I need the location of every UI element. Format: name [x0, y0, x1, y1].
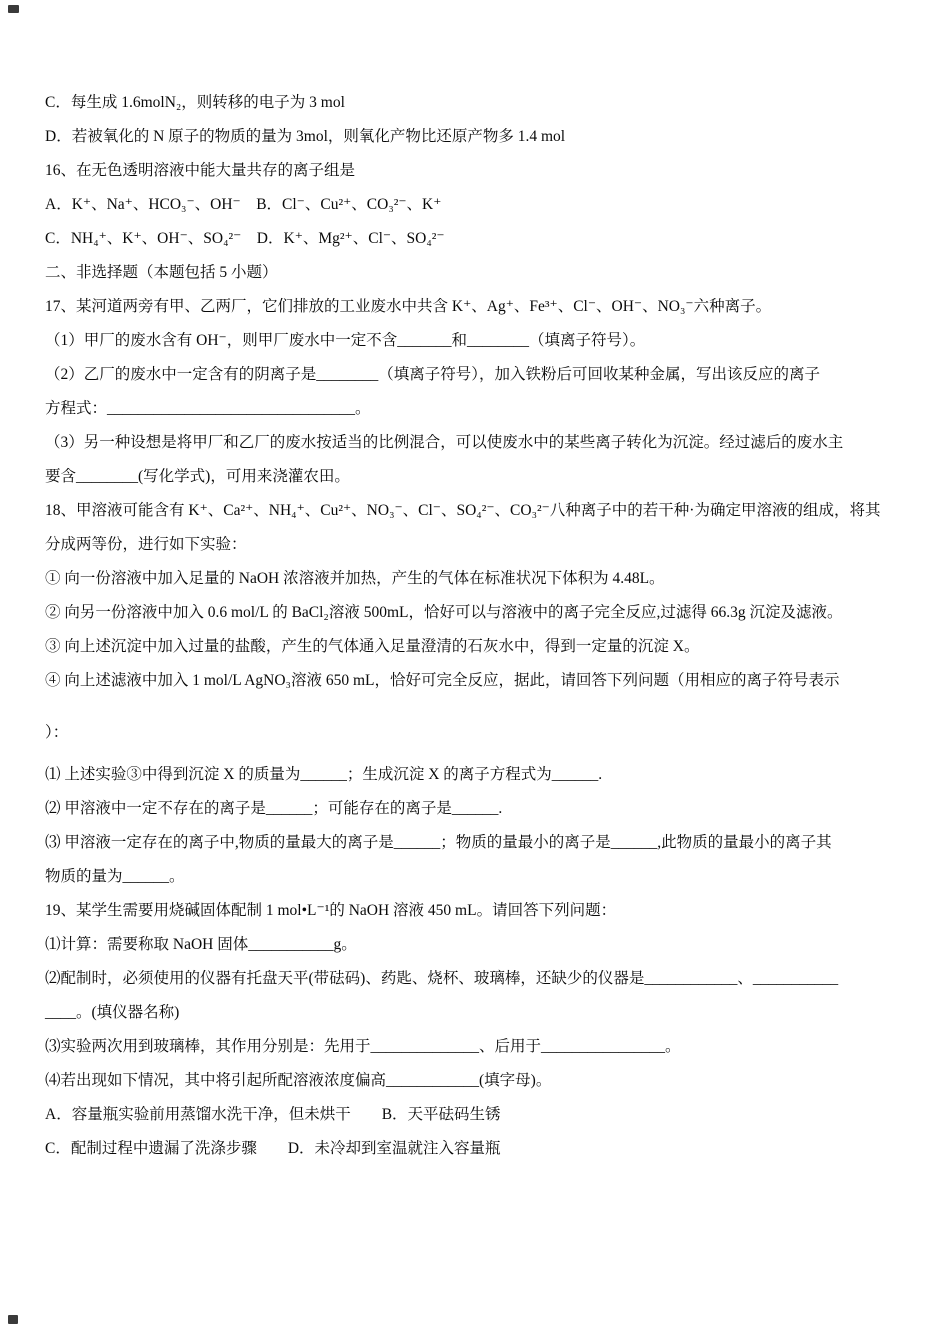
q17-sub2-continued: 方程式：________________________________。: [45, 400, 371, 417]
q18-step-4-continued: ）：: [45, 724, 69, 741]
q19-options-a-b: A．容量瓶实验前用蒸馏水洗干净，但未烘干 B．天平砝码生锈: [45, 1106, 501, 1123]
q16-options-a-b: A．K⁺、Na⁺、HCO₃⁻、OH⁻ B．Cl⁻、Cu²⁺、CO₃²⁻、K⁺: [45, 196, 442, 213]
q18-stem-continued: 分成两等份，进行如下实验：: [45, 536, 247, 553]
q17-sub3-continued: 要含________(写化学式)，可用来浇灌农田。: [45, 468, 350, 485]
q16-options-c-d: C．NH₄⁺、K⁺、OH⁻、SO₄²⁻ D．K⁺、Mg²⁺、Cl⁻、SO₄²⁻: [45, 230, 445, 247]
q18-stem: 18、甲溶液可能含有 K⁺、Ca²⁺、NH₄⁺、Cu²⁺、NO₃⁻、Cl⁻、SO₄²⁻、CO₃²⁻八种离子中的若干种·为确定甲溶液的组成，将其: [45, 502, 881, 519]
q18-sub3: ⑶ 甲溶液一定存在的离子中,物质的量最大的离子是______；物质的量最小的离子是______,此物质的量最小的离子其: [45, 834, 832, 851]
q19-sub1: ⑴计算：需要称取 NaOH 固体___________g。: [45, 936, 357, 953]
q15-option-c: C．每生成 1.6molN₂，则转移的电子为 3 mol: [45, 94, 345, 111]
q18-sub1: ⑴ 上述实验③中得到沉淀 X 的质量为______；生成沉淀 X 的离子方程式为______.: [45, 766, 603, 783]
q19-sub3: ⑶实验两次用到玻璃棒，其作用分别是：先用于______________、后用于________________。: [45, 1038, 681, 1055]
q18-step-2: ② 向另一份溶液中加入 0.6 mol/L 的 BaCl₂溶液 500mL，恰好可以与溶液中的离子完全反应,过滤得 66.3g 沉淀及滤液。: [45, 604, 843, 621]
q19-stem: 19、某学生需要用烧碱固体配制 1 mol•L⁻¹的 NaOH 溶液 450 mL。请回答下列问题：: [45, 902, 617, 919]
q18-sub3-continued: 物质的量为______。: [45, 868, 185, 885]
section-2-heading: 二、非选择题（本题包括 5 小题）: [45, 264, 278, 281]
q15-option-d: D．若被氧化的 N 原子的物质的量为 3mol，则氧化产物比还原产物多 1.4 mol: [45, 128, 566, 145]
q17-stem: 17、某河道两旁有甲、乙两厂，它们排放的工业废水中共含 K⁺、Ag⁺、Fe³⁺、Cl⁻、OH⁻、NO₃⁻六种离子。: [45, 298, 772, 315]
q19-sub4: ⑷若出现如下情况，其中将引起所配溶液浓度偏高____________(填字母)。: [45, 1072, 552, 1089]
q18-step-1: ① 向一份溶液中加入足量的 NaOH 浓溶液并加热，产生的气体在标准状况下体积为 4.48L。: [45, 570, 665, 587]
q17-sub2: （2）乙厂的废水中一定含有的阴离子是________（填离子符号），加入铁粉后可回收某种金属，写出该反应的离子: [45, 366, 821, 383]
q17-sub3: （3）另一种设想是将甲厂和乙厂的废水按适当的比例混合，可以使废水中的某些离子转化为沉淀。经过滤后的废水主: [45, 434, 844, 451]
q18-sub2: ⑵ 甲溶液中一定不存在的离子是______；可能存在的离子是______.: [45, 800, 503, 817]
q17-sub1: （1）甲厂的废水含有 OH⁻，则甲厂废水中一定不含_______和________（填离子符号）。: [45, 332, 646, 349]
q19-sub2: ⑵配制时，必须使用的仪器有托盘天平(带砝码)、药匙、烧杯、玻璃棒，还缺少的仪器是____________、___________: [45, 970, 839, 987]
q19-sub2-continued: ____。(填仪器名称): [45, 1004, 180, 1021]
q18-step-3: ③ 向上述沉淀中加入过量的盐酸，产生的气体通入足量澄清的石灰水中，得到一定量的沉淀 X。: [45, 638, 700, 655]
q19-options-c-d: C．配制过程中遗漏了洗涤步骤 D．未冷却到室温就注入容量瓶: [45, 1140, 501, 1157]
q18-step-4: ④ 向上述滤液中加入 1 mol/L AgNO₃溶液 650 mL，恰好可完全反应，据此，请回答下列问题（用相应的离子符号表示: [45, 672, 840, 689]
q16-stem: 16、在无色透明溶液中能大量共存的离子组是: [45, 162, 356, 179]
